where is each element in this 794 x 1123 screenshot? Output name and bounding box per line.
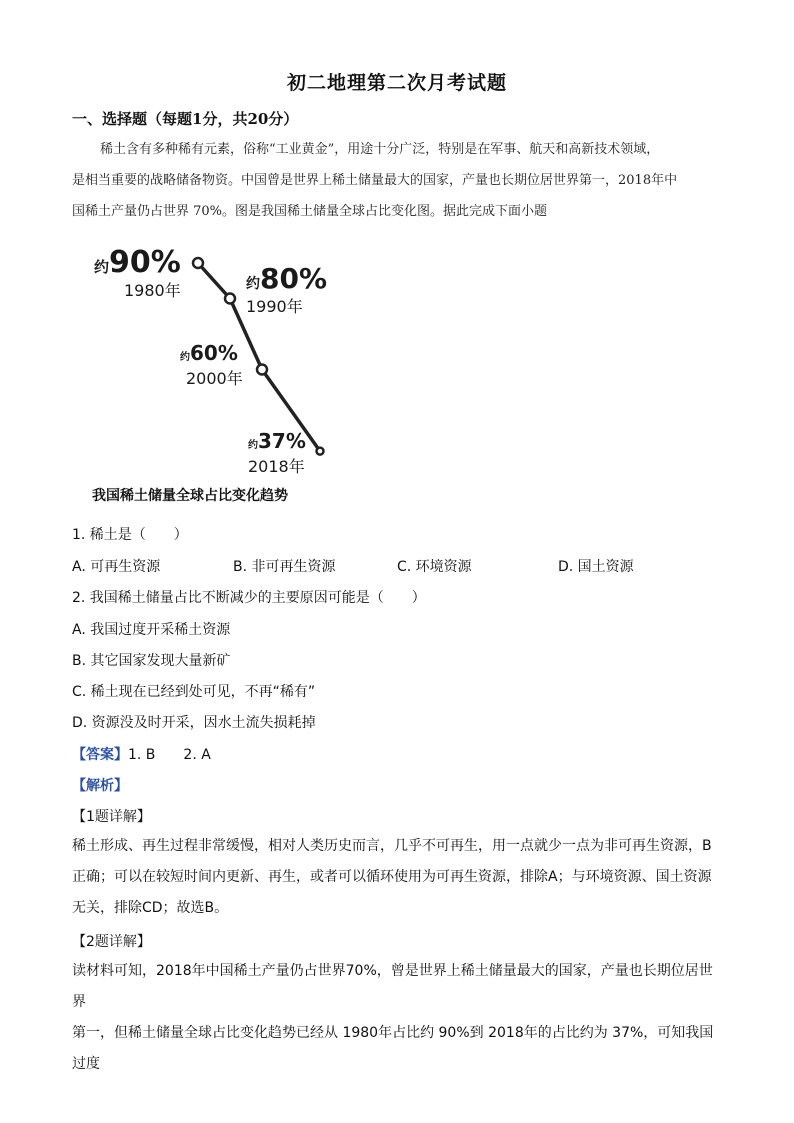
detail-2-body: [72, 956, 722, 1080]
year-label: 1980年: [124, 281, 181, 300]
year-label: 1990年: [246, 297, 303, 316]
intro-line-1: 稀土含有多种稀有元素，俗称“工业黄金”，用途十分广泛，特别是在军事、航天和高新技术领域，: [100, 142, 660, 157]
year-label: 2018年: [248, 457, 305, 476]
section-heading: 一、选择题（每题1分，共20分）: [72, 110, 299, 128]
value-label: 约90%: [94, 245, 181, 280]
q2-option-a: A. 我国过度开采稀土资源: [72, 622, 231, 638]
chart-title: 我国稀土储量全球占比变化趋势: [92, 488, 288, 504]
intro-paragraph: [72, 134, 722, 227]
q1-option-d: D. 国土资源: [558, 559, 634, 575]
analysis-line: [72, 775, 128, 795]
detail-2-heading: 【2题详解】: [72, 934, 151, 950]
detail-2-line-1: 读材料可知，2018年中国稀土产量仍占世界70%，曾是世界上稀土储量最大的国家，产量也长期位居世界: [72, 963, 713, 1010]
analysis-label: 【解析】: [72, 778, 128, 794]
q1-option-b: B. 非可再生资源: [233, 559, 336, 575]
answer-text: 1. B 2. A: [128, 747, 211, 763]
intro-line-2: 是相当重要的战略储备物资。中国曾是世界上稀土储量最大的国家，产量也长期位居世界第一，2018年中: [72, 173, 678, 188]
detail-1-line-1: 稀土形成、再生过程非常缓慢，相对人类历史而言，几乎不可再生，用一点就少一点为非可再生资源，B: [72, 838, 712, 854]
detail-1-line-2: 正确；可以在较短时间内更新、再生，或者可以循环使用为可再生资源，排除A；与环境资源、国土资源: [72, 869, 712, 885]
data-point: [193, 258, 203, 268]
answer-line: [72, 744, 211, 764]
intro-line-3: 国稀土产量仍占世界 70%。图是我国稀土储量全球占比变化图。据此完成下面小题: [72, 204, 548, 219]
question-1-stem: 1. 稀土是（ ）: [72, 527, 188, 543]
data-point: [257, 365, 267, 375]
q2-option-b: B. 其它国家发现大量新矿: [72, 653, 231, 669]
value-label: 约60%: [180, 341, 238, 365]
detail-2-line-2: 第一，但稀土储量全球占比变化趋势已经从 1980年占比约 90%到 2018年的占比约为 37%，可知我国过度: [72, 1025, 714, 1072]
question-2-stem: 2. 我国稀土储量占比不断减少的主要原因可能是（ ）: [72, 590, 426, 606]
answer-label: 【答案】: [72, 747, 128, 763]
rare-earth-chart: [88, 238, 350, 520]
value-label: 约80%: [246, 262, 328, 295]
data-point: [225, 294, 235, 304]
q2-option-d: D. 资源没及时开采，因水土流失损耗掉: [72, 715, 316, 731]
data-point: [317, 448, 324, 455]
detail-1-line-3: 无关，排除CD；故选B。: [72, 900, 229, 916]
q1-option-c: C. 环境资源: [397, 559, 472, 575]
q2-option-c: C. 稀土现在已经到处可见，不再“稀有”: [72, 684, 316, 700]
detail-1-heading: 【1题详解】: [72, 809, 151, 825]
detail-1-body: [72, 831, 722, 924]
page-title: 初二地理第二次月考试题: [286, 72, 507, 94]
year-label: 2000年: [186, 369, 243, 388]
q1-option-a: A. 可再生资源: [72, 559, 161, 575]
value-label: 约37%: [248, 429, 306, 453]
